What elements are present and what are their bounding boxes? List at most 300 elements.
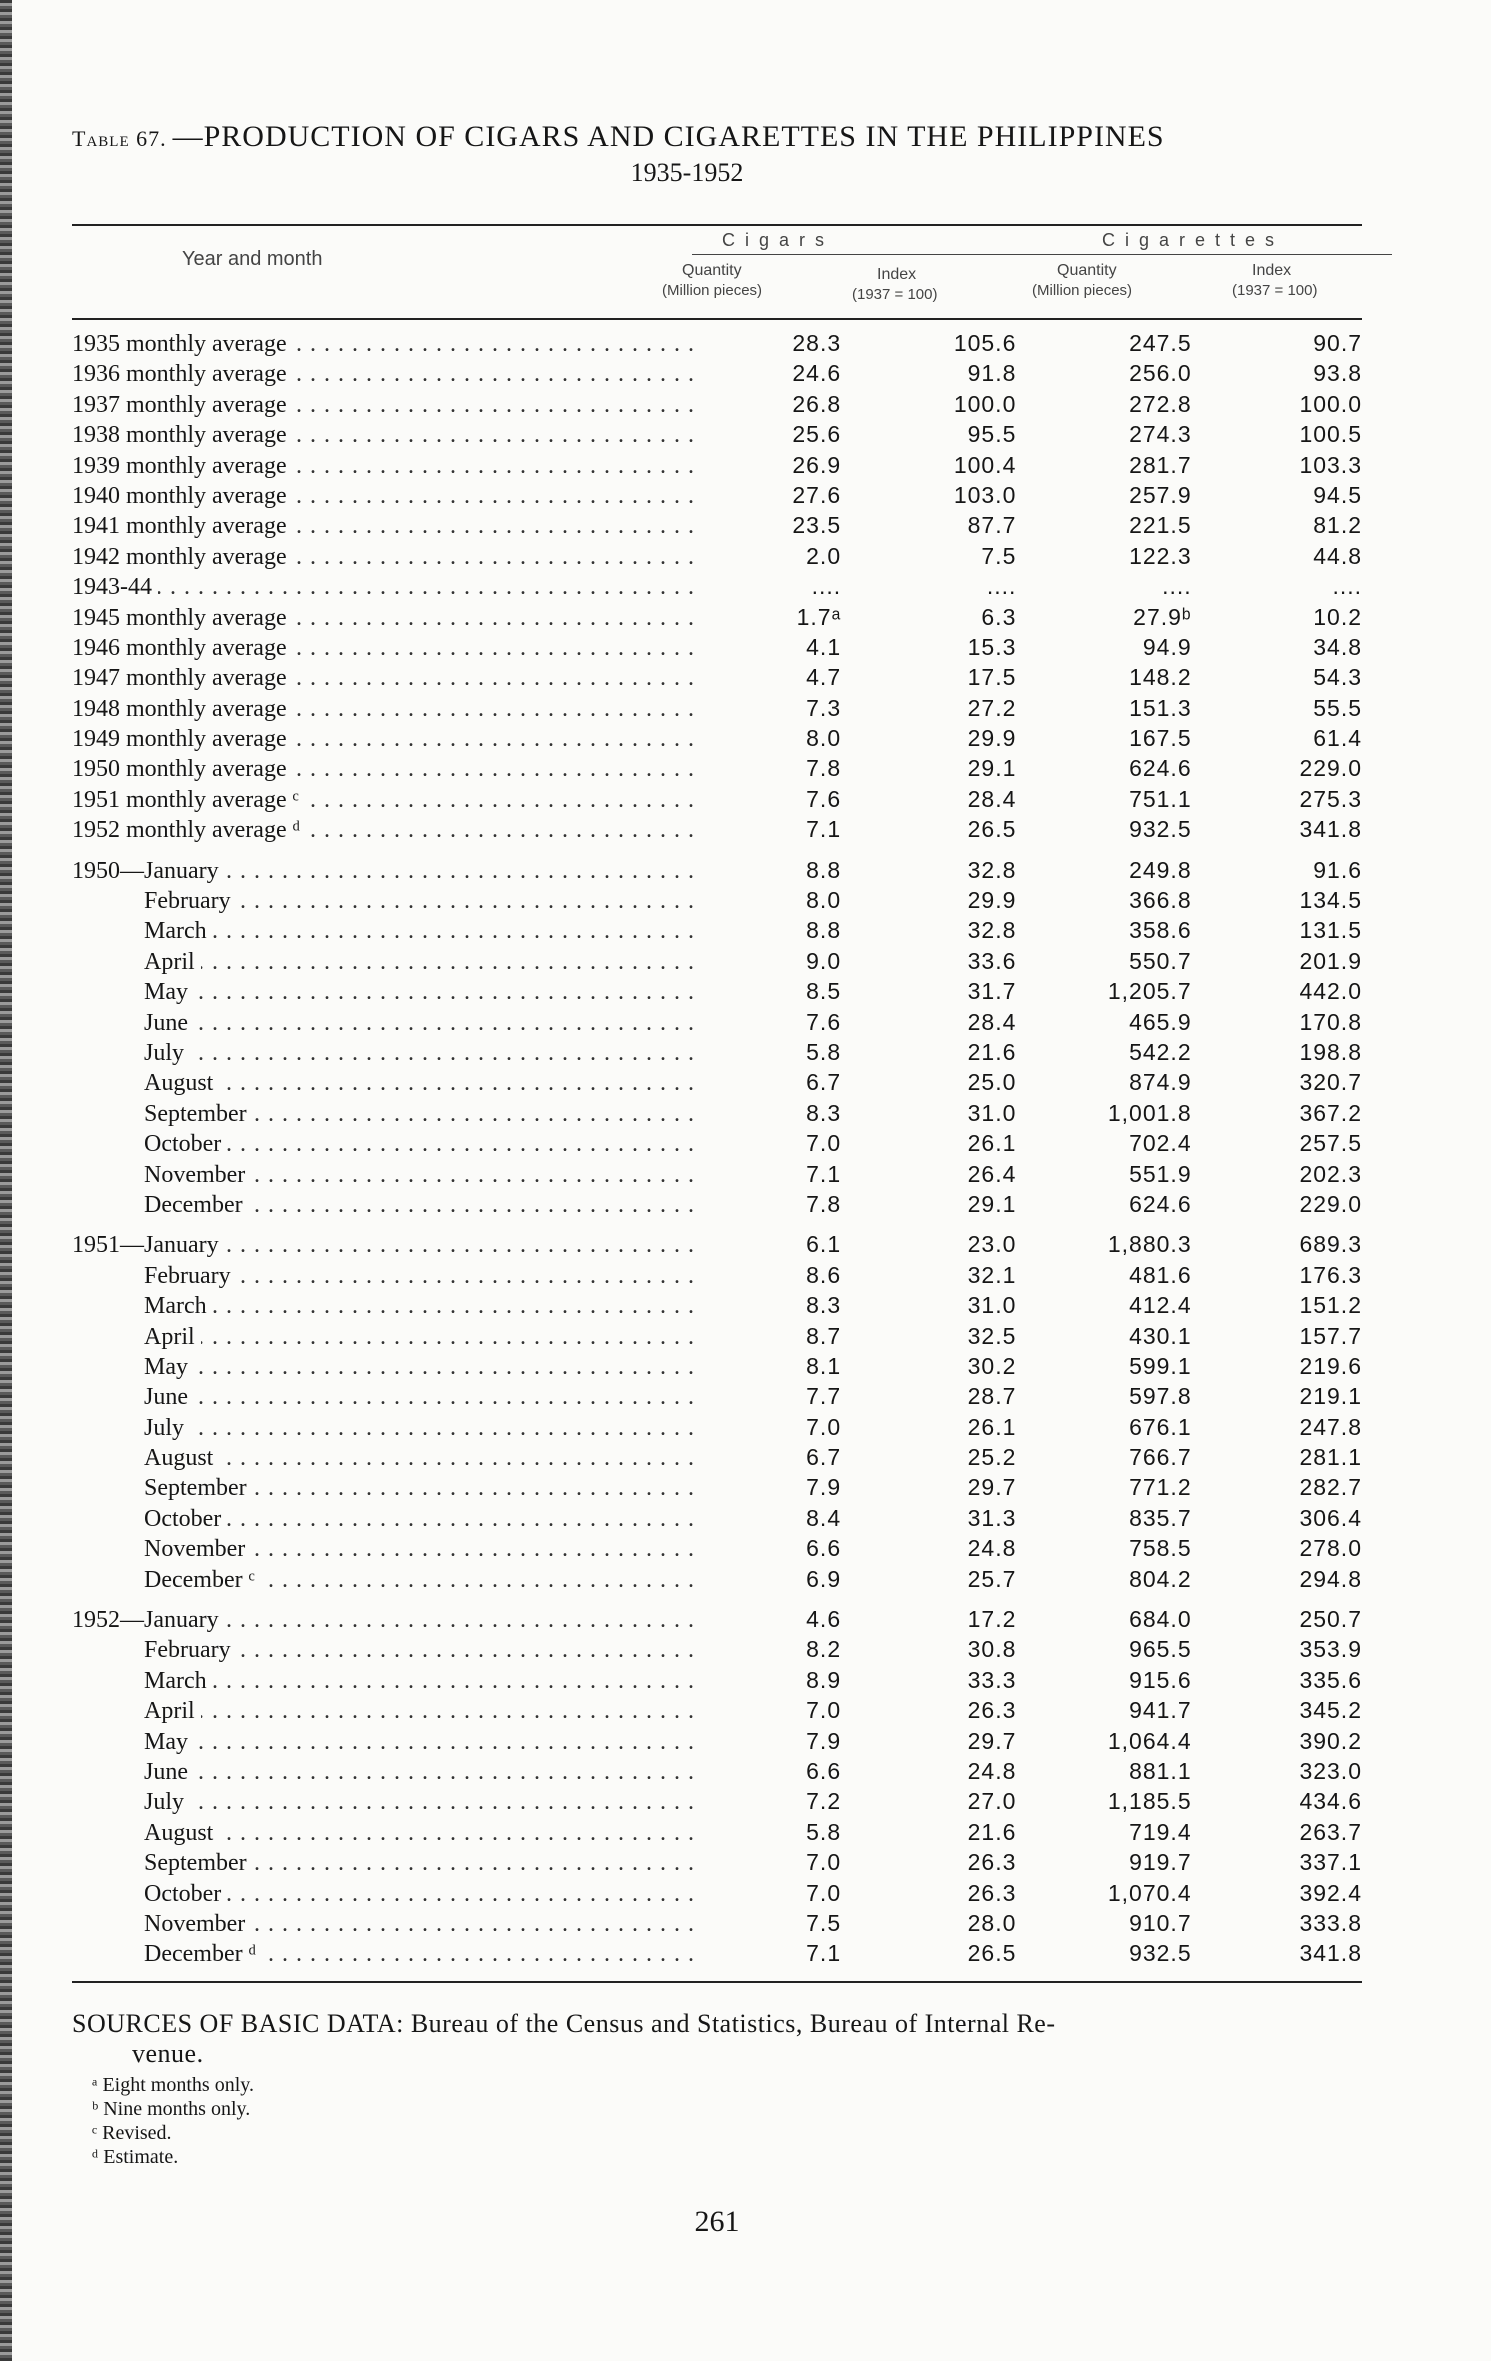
row-label-text: 1935 monthly average: [72, 331, 287, 357]
cigarettes-quantity-cell: 481.6: [1129, 1261, 1192, 1288]
cigarettes-quantity-cell: 1,070.4: [1107, 1879, 1192, 1906]
cigarettes-index-cell: 275.3: [1299, 785, 1362, 812]
table-row: [72, 1505, 1362, 1535]
table-row: [72, 1414, 1362, 1444]
cigars-index-cell: 26.3: [967, 1879, 1017, 1906]
row-label: [72, 726, 695, 753]
cigarettes-quantity-cell: 771.2: [1129, 1474, 1192, 1501]
cigars-quantity-cell: 7.0: [806, 1130, 842, 1157]
cigars-index-cell: 26.4: [967, 1160, 1017, 1187]
row-label: [72, 483, 695, 510]
row-label: [72, 513, 695, 540]
row-label: [72, 1881, 695, 1908]
table-row: [72, 1819, 1362, 1849]
row-label: [72, 918, 695, 945]
row-label: [72, 1445, 695, 1472]
row-label-text: March: [144, 918, 207, 945]
row-label: [72, 1759, 695, 1786]
sources-continuation: venue.: [132, 2038, 204, 2068]
footnotes: [72, 2073, 1362, 2169]
cigarettes-index-cell: 219.1: [1299, 1383, 1362, 1410]
cigarettes-quantity-cell: 835.7: [1129, 1504, 1192, 1531]
cigars-index-cell: 95.5: [967, 421, 1017, 448]
row-label-text: 1950—January: [72, 857, 219, 884]
cigars-quantity-cell: 8.8: [806, 917, 842, 944]
table-row: [72, 634, 1362, 664]
row-label: [72, 949, 695, 976]
cigarettes-quantity-header: Quantity: [1057, 262, 1117, 279]
table-row: [72, 1191, 1362, 1221]
table-row: [72, 391, 1362, 421]
cigarettes-quantity-cell: 148.2: [1129, 664, 1192, 691]
table-row: [72, 1758, 1362, 1788]
cigarettes-index-cell: 320.7: [1299, 1069, 1362, 1096]
table-row: [72, 604, 1362, 634]
cigarettes-index-cell: 367.2: [1299, 1099, 1362, 1126]
cigars-index-cell: 26.1: [967, 1413, 1017, 1440]
cigarettes-index-base: (1937 = 100): [1232, 282, 1318, 299]
table-row: [72, 1697, 1362, 1727]
cigarettes-quantity-cell: 550.7: [1129, 947, 1192, 974]
row-label: [72, 1567, 695, 1594]
row-label-text: July: [144, 1039, 185, 1066]
cigarettes-index-cell: 61.4: [1313, 725, 1362, 752]
cigars-quantity-cell: 8.5: [806, 978, 842, 1005]
cigars-quantity-cell: 6.7: [806, 1069, 842, 1096]
table-row: [72, 1535, 1362, 1565]
row-label-text: July: [144, 1414, 185, 1441]
row-label: [72, 1911, 695, 1938]
table-row: [72, 887, 1362, 917]
cigars-index-cell: 31.3: [967, 1504, 1017, 1531]
cigars-index-cell: 87.7: [967, 512, 1017, 539]
cigarettes-quantity-cell: 702.4: [1129, 1130, 1192, 1157]
row-label: [72, 1475, 695, 1502]
cigars-index-cell: 26.3: [967, 1697, 1017, 1724]
cigarettes-index-cell: 353.9: [1299, 1636, 1362, 1663]
row-label-text: October: [144, 1131, 222, 1158]
cigars-quantity-cell: 8.3: [806, 1292, 842, 1319]
row-label-text: 1937 monthly average: [72, 391, 287, 418]
cigarettes-header: Cigarettes: [1102, 230, 1285, 250]
cigarettes-index-cell: 306.4: [1299, 1504, 1362, 1531]
row-label-text: 1948 monthly average: [72, 695, 287, 722]
row-label-text: 1939 monthly average: [72, 452, 287, 479]
sources-text: Bureau of the Census and Statistics, Bureau of Internal Re-: [410, 2008, 1056, 2038]
cigars-quantity-cell: 8.9: [806, 1666, 842, 1693]
cigars-quantity-cell: 8.6: [806, 1261, 842, 1288]
table-row: [72, 1100, 1362, 1130]
cigars-quantity-cell: 8.4: [806, 1504, 842, 1531]
row-label-text: May: [144, 979, 188, 1006]
cigars-index-cell: 28.4: [967, 1008, 1017, 1035]
cigars-index-cell: 32.5: [967, 1322, 1017, 1349]
row-label-text: September: [144, 1475, 247, 1502]
cigarettes-quantity-cell: ....: [1162, 573, 1192, 600]
cigars-quantity-cell: 23.5: [792, 512, 842, 539]
table-row: [72, 1880, 1362, 1910]
cigarettes-quantity-cell: 1,185.5: [1107, 1788, 1192, 1815]
table-row: [72, 786, 1362, 816]
cigarettes-quantity-cell: 1,064.4: [1107, 1727, 1192, 1754]
cigars-index-cell: 26.1: [967, 1130, 1017, 1157]
cigars-index-cell: 25.0: [967, 1069, 1017, 1096]
table-row: [72, 452, 1362, 482]
table-row: [72, 1231, 1362, 1261]
cigarettes-quantity-cell: 676.1: [1129, 1413, 1192, 1440]
cigars-quantity-cell: 7.0: [806, 1849, 842, 1876]
row-label: [72, 1101, 695, 1128]
cigarettes-index-cell: 294.8: [1299, 1565, 1362, 1592]
cigarettes-index-cell: 278.0: [1299, 1535, 1362, 1562]
cigars-index-cell: 26.5: [967, 1940, 1017, 1967]
table-row: [72, 1130, 1362, 1160]
cigars-quantity-cell: 8.2: [806, 1636, 842, 1663]
cigars-index-cell: 29.7: [967, 1474, 1017, 1501]
table-row: [72, 1474, 1362, 1504]
cigarettes-index-cell: 434.6: [1299, 1788, 1362, 1815]
cigars-quantity-cell: 4.1: [806, 633, 842, 660]
cigarettes-index-cell: 176.3: [1299, 1261, 1362, 1288]
cigarettes-index-cell: 323.0: [1299, 1757, 1362, 1784]
cigars-index-cell: 29.7: [967, 1727, 1017, 1754]
cigarettes-index-cell: 247.8: [1299, 1413, 1362, 1440]
cigarettes-quantity-cell: 751.1: [1129, 785, 1192, 812]
cigars-index-cell: 30.8: [967, 1636, 1017, 1663]
row-label: [72, 1729, 695, 1756]
table-row: [72, 1444, 1362, 1474]
row-label-text: July: [144, 1789, 185, 1816]
table-title: [72, 120, 1362, 162]
cigars-quantity-cell: 7.2: [806, 1788, 842, 1815]
cigarettes-quantity-cell: 1,001.8: [1107, 1099, 1192, 1126]
cigarettes-quantity-cell: 256.0: [1129, 360, 1192, 387]
row-label-text: February: [144, 1637, 231, 1664]
row-label-text: February: [144, 1262, 231, 1289]
row-label: [72, 1941, 695, 1968]
cigars-index-cell: 29.1: [967, 1190, 1017, 1217]
cigarettes-quantity-cell: 249.8: [1129, 856, 1192, 883]
cigarettes-index-cell: 263.7: [1299, 1818, 1362, 1845]
cigars-quantity-cell: 7.1: [806, 816, 842, 843]
cigarettes-quantity-cell: 430.1: [1129, 1322, 1192, 1349]
row-label: [72, 1131, 695, 1158]
cigarettes-index-cell: 170.8: [1299, 1008, 1362, 1035]
document-page: [72, 120, 1362, 2238]
bottom-rule: [72, 1981, 1362, 1983]
cigars-quantity-cell: 7.0: [806, 1413, 842, 1440]
cigars-quantity-cell: 7.8: [806, 755, 842, 782]
cigarettes-index-cell: 151.2: [1299, 1292, 1362, 1319]
table-row: [72, 1323, 1362, 1353]
cigars-index-cell: 31.0: [967, 1099, 1017, 1126]
cigars-index-cell: 33.6: [967, 947, 1017, 974]
cigarettes-quantity-cell: 766.7: [1129, 1444, 1192, 1471]
cigarettes-quantity-cell: 542.2: [1129, 1038, 1192, 1065]
row-label-text: 1945 monthly average: [72, 604, 287, 631]
cigarettes-index-cell: 345.2: [1299, 1697, 1362, 1724]
row-label-text: 1940 monthly average: [72, 482, 287, 509]
row-label: [72, 1536, 695, 1563]
cigarettes-quantity-cell: 624.6: [1129, 1190, 1192, 1217]
row-label: [72, 787, 695, 814]
cigarettes-quantity-cell: 932.5: [1129, 1940, 1192, 1967]
cigars-quantity-cell: 28.3: [792, 330, 842, 356]
cigars-index-cell: 103.0: [953, 481, 1017, 508]
table-row: [72, 360, 1362, 390]
cigars-quantity-cell: 8.3: [806, 1099, 842, 1126]
row-label-text: October: [144, 1505, 222, 1532]
cigarettes-quantity-cell: 932.5: [1129, 816, 1192, 843]
cigars-quantity-cell: 8.7: [806, 1322, 842, 1349]
cigarettes-quantity-cell: 874.9: [1129, 1069, 1192, 1096]
cigars-index-cell: 23.0: [967, 1231, 1017, 1258]
table-row: [72, 573, 1362, 603]
scan-edge: [0, 0, 12, 2361]
row-label: [72, 1607, 695, 1634]
row-label-text: November: [144, 1536, 246, 1563]
cigars-index-cell: 25.7: [967, 1565, 1017, 1592]
row-label: [72, 1415, 695, 1442]
cigars-quantity-cell: 8.0: [806, 725, 842, 752]
cigarettes-quantity-cell: 167.5: [1129, 725, 1192, 752]
cigarettes-index-cell: 282.7: [1299, 1474, 1362, 1501]
table-row: [72, 857, 1362, 887]
cigars-index-cell: 31.0: [967, 1292, 1017, 1319]
row-label-text: December: [144, 1191, 243, 1218]
cigarettes-index-cell: 94.5: [1313, 481, 1362, 508]
cigars-quantity-header: Quantity: [682, 262, 742, 279]
table-row: [72, 1262, 1362, 1292]
sources-lead: SOURCES OF BASIC DATA:: [72, 2008, 404, 2038]
cigars-quantity-cell: 7.8: [806, 1190, 842, 1217]
cigars-index-cell: 26.5: [967, 816, 1017, 843]
row-label-text: 1943-44: [72, 574, 152, 601]
cigarettes-quantity-cell: 281.7: [1129, 451, 1192, 478]
table-row: [72, 1009, 1362, 1039]
cigars-index-cell: 91.8: [967, 360, 1017, 387]
cigarettes-quantity-cell: 274.3: [1129, 421, 1192, 448]
cigars-index-cell: 21.6: [967, 1818, 1017, 1845]
cigars-index-cell: 24.8: [967, 1535, 1017, 1562]
row-label: [72, 888, 695, 915]
row-label: [72, 1820, 695, 1847]
cigars-index-cell: 17.5: [967, 664, 1017, 691]
cigarettes-index-cell: 341.8: [1299, 1940, 1362, 1967]
cigarettes-index-cell: 81.2: [1313, 512, 1362, 539]
table-years: 1935-1952: [630, 158, 744, 187]
cigarettes-quantity-cell: 247.5: [1129, 330, 1192, 356]
row-label: [72, 696, 695, 723]
cigarettes-index-cell: 201.9: [1299, 947, 1362, 974]
cigarettes-index-cell: 442.0: [1299, 978, 1362, 1005]
table-row: [72, 755, 1362, 785]
cigars-index-cell: 17.2: [967, 1606, 1017, 1633]
cigars-quantity-cell: ....: [811, 573, 842, 600]
section-gap: [72, 847, 1362, 857]
row-label-text: 1946 monthly average: [72, 634, 287, 661]
table-row: [72, 1069, 1362, 1099]
cigars-index-cell: 33.3: [967, 1666, 1017, 1693]
cigarettes-quantity-cell: 27.9ᵇ: [1133, 603, 1192, 630]
cigars-index-cell: 100.4: [953, 451, 1017, 478]
row-label: [72, 544, 695, 571]
table-row: [72, 1667, 1362, 1697]
cigarettes-index-cell: 689.3: [1299, 1231, 1362, 1258]
cigarettes-index-cell: 91.6: [1313, 856, 1362, 883]
cigarettes-index-header: Index: [1252, 262, 1292, 279]
section-gap: [72, 1221, 1362, 1231]
cigarettes-quantity-cell: 366.8: [1129, 887, 1192, 914]
row-label: [72, 1010, 695, 1037]
row-label: [72, 979, 695, 1006]
table-row: [72, 725, 1362, 755]
table-row: [72, 1161, 1362, 1191]
cigarettes-index-cell: 202.3: [1299, 1160, 1362, 1187]
row-label: [72, 574, 695, 601]
cigars-quantity-cell: 7.1: [806, 1940, 842, 1967]
cigarettes-index-cell: 281.1: [1299, 1444, 1362, 1471]
cigars-quantity-cell: 4.6: [806, 1606, 842, 1633]
row-label-text: 1949 monthly average: [72, 726, 287, 753]
cigarettes-index-cell: ....: [1332, 573, 1362, 600]
row-label-text: 1950 monthly average: [72, 756, 287, 783]
cigars-quantity-cell: 9.0: [806, 947, 842, 974]
cigars-index-cell: 28.0: [967, 1909, 1017, 1936]
cigars-quantity-cell: 4.7: [806, 664, 842, 691]
cigars-quantity-cell: 25.6: [792, 421, 842, 448]
cigarettes-quantity-cell: 122.3: [1129, 542, 1192, 569]
cigarettes-index-cell: 34.8: [1313, 633, 1362, 660]
sources-note: [72, 2009, 1362, 2069]
row-label: [72, 1162, 695, 1189]
row-label: [72, 1263, 695, 1290]
cigars-index-cell: 27.0: [967, 1788, 1017, 1815]
table-row: [72, 695, 1362, 725]
row-label: [72, 858, 695, 885]
cigars-quantity-cell: 7.0: [806, 1879, 842, 1906]
cigarettes-index-cell: 103.3: [1299, 451, 1362, 478]
cigars-quantity-cell: 7.9: [806, 1474, 842, 1501]
table-header: [72, 226, 1362, 318]
cigarettes-quantity-cell: 758.5: [1129, 1535, 1192, 1562]
cigarettes-quantity-cell: 684.0: [1129, 1606, 1192, 1633]
cigarettes-quantity-cell: 465.9: [1129, 1008, 1192, 1035]
cigars-index-cell: 15.3: [967, 633, 1017, 660]
cigarettes-quantity-cell: 915.6: [1129, 1666, 1192, 1693]
cigarettes-quantity-cell: 910.7: [1129, 1909, 1192, 1936]
table-row: [72, 948, 1362, 978]
cigarettes-index-cell: 229.0: [1299, 755, 1362, 782]
cigars-quantity-cell: 24.6: [792, 360, 842, 387]
cigars-quantity-cell: 7.6: [806, 1008, 842, 1035]
cigars-quantity-cell: 6.7: [806, 1444, 842, 1471]
cigars-index-cell: 26.3: [967, 1849, 1017, 1876]
cigarettes-quantity-cell: 941.7: [1129, 1697, 1192, 1724]
cigars-quantity-cell: 8.8: [806, 856, 842, 883]
table-row: [72, 512, 1362, 542]
cigars-quantity-cell: 27.6: [792, 481, 842, 508]
cigars-quantity-cell: 6.6: [806, 1757, 842, 1784]
cigars-quantity-cell: 7.5: [806, 1909, 842, 1936]
row-label-text: December ᶜ: [144, 1566, 255, 1593]
cigars-quantity-cell: 6.1: [806, 1231, 842, 1258]
stub-header: Year and month: [182, 248, 323, 270]
cigars-quantity-cell: 7.7: [806, 1383, 842, 1410]
row-label-text: June: [144, 1384, 188, 1411]
cigarettes-quantity-cell: 151.3: [1129, 694, 1192, 721]
table-row: [72, 1788, 1362, 1818]
row-label-text: May: [144, 1353, 188, 1380]
cigars-index-cell: 105.6: [953, 330, 1017, 356]
row-label: [72, 1668, 695, 1695]
cigars-quantity-cell: 7.3: [806, 694, 842, 721]
row-label-text: April: [144, 948, 195, 975]
row-label-text: 1952 monthly average ᵈ: [72, 817, 301, 844]
row-label-text: April: [144, 1323, 195, 1350]
cigarettes-index-cell: 198.8: [1299, 1038, 1362, 1065]
cigarettes-quantity-cell: 881.1: [1129, 1757, 1192, 1784]
table-row: [72, 1566, 1362, 1596]
footnote-d: ᵈ Estimate.: [92, 2145, 179, 2168]
table-row: [72, 1728, 1362, 1758]
cigarettes-index-cell: 157.7: [1299, 1322, 1362, 1349]
row-label-text: 1936 monthly average: [72, 361, 287, 388]
row-label-text: 1947 monthly average: [72, 665, 287, 692]
row-label: [72, 1506, 695, 1533]
table-row: [72, 816, 1362, 846]
table-row: [72, 917, 1362, 947]
row-label-text: 1951—January: [72, 1232, 219, 1259]
cigars-quantity-cell: 6.6: [806, 1535, 842, 1562]
row-label: [72, 361, 695, 388]
cigars-quantity-cell: 6.9: [806, 1565, 842, 1592]
cigarettes-index-cell: 100.5: [1299, 421, 1362, 448]
cigarettes-index-cell: 90.7: [1313, 330, 1362, 356]
cigarettes-quantity-cell: 257.9: [1129, 481, 1192, 508]
cigarettes-index-cell: 337.1: [1299, 1849, 1362, 1876]
table-row: [72, 664, 1362, 694]
footnote-b: ᵇ Nine months only.: [92, 2097, 251, 2120]
cigars-quantity-cell: 2.0: [806, 542, 842, 569]
cigars-index-cell: 29.9: [967, 725, 1017, 752]
cigarettes-quantity-cell: 965.5: [1129, 1636, 1192, 1663]
row-label-text: October: [144, 1880, 222, 1907]
cigars-index-cell: 24.8: [967, 1757, 1017, 1784]
cigars-index-cell: 30.2: [967, 1352, 1017, 1379]
header-rule: [72, 318, 1362, 320]
cigars-index-cell: 6.3: [981, 603, 1017, 630]
cigars-quantity-cell: 5.8: [806, 1818, 842, 1845]
cigarettes-index-cell: 55.5: [1313, 694, 1362, 721]
cigars-quantity-cell: 7.9: [806, 1727, 842, 1754]
cigarettes-quantity-cell: 624.6: [1129, 755, 1192, 782]
cigars-index-cell: 31.7: [967, 978, 1017, 1005]
cigarettes-quantity-cell: 597.8: [1129, 1383, 1192, 1410]
cigars-index-cell: 28.7: [967, 1383, 1017, 1410]
page-number: 261: [694, 2205, 740, 2238]
cigarettes-index-cell: 219.6: [1299, 1352, 1362, 1379]
table-row: [72, 1849, 1362, 1879]
table-row: [72, 421, 1362, 451]
table-row: [72, 1606, 1362, 1636]
table-number: Table 67.: [72, 126, 167, 151]
row-label-text: November: [144, 1910, 246, 1937]
cigars-quantity-cell: 7.0: [806, 1697, 842, 1724]
cigars-index-base: (1937 = 100): [852, 286, 938, 303]
cigars-quantity-cell: 8.0: [806, 887, 842, 914]
cigars-quantity-cell: 7.6: [806, 785, 842, 812]
